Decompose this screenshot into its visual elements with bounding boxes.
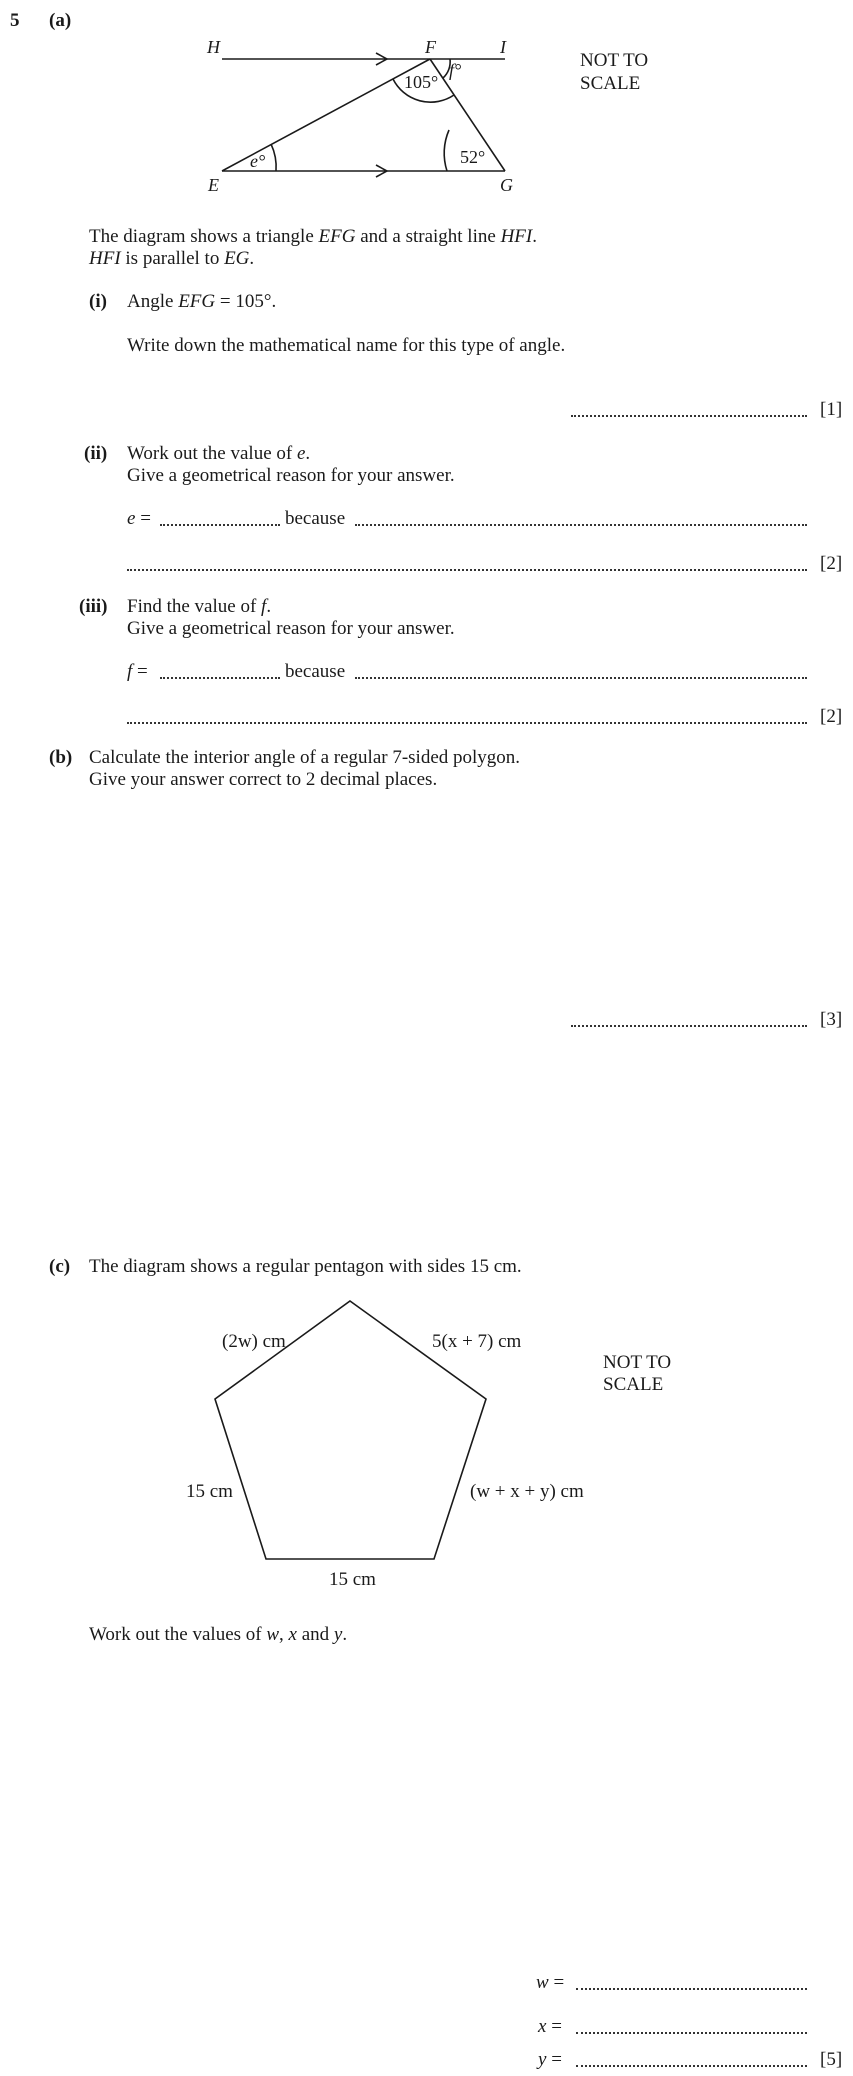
triangle-diagram [0,0,853,200]
part-a-iii-f-equals: f = [127,661,148,682]
label-side-right: (w + x + y) cm [470,1481,584,1502]
part-a-intro-1: The diagram shows a triangle EFG and a straight line HFI. [89,226,537,247]
label-point-i: I [500,37,506,57]
label-point-e: E [208,175,219,195]
part-a-iii-because: because [285,661,346,682]
not-to-scale-c-line1: NOT TO [603,1352,672,1373]
part-b-label: (b) [49,747,73,768]
not-to-scale-a-line1: NOT TO [580,50,649,71]
answer-line-a-i[interactable] [571,415,807,417]
part-c-label: (c) [49,1256,71,1277]
answer-line-x[interactable] [576,2032,807,2034]
part-a-i-label: (i) [89,291,107,312]
part-a-intro-2: HFI is parallel to EG. [89,248,255,269]
mark-a-iii: [2] [820,706,843,727]
answer-label-x: x = [538,2016,562,2037]
part-a-ii-because: because [285,508,346,529]
part-a-ii-label: (ii) [84,443,108,464]
answer-line-a-iii-reason-2[interactable] [127,722,807,724]
part-a-iii-line2: Give a geometrical reason for your answer. [127,618,455,639]
label-side-top-left: (2w) cm [222,1331,286,1352]
label-angle-e: e° [250,151,266,171]
mark-a-i: [1] [820,399,843,420]
answer-line-b[interactable] [571,1025,807,1027]
part-a-iii-line1: Find the value of f. [127,596,272,617]
label-side-top-right: 5(x + 7) cm [432,1331,522,1352]
part-a-i-line2: Write down the mathematical name for this type of angle. [127,335,566,356]
question-number: 5 [10,10,20,31]
answer-label-y: y = [538,2049,562,2070]
label-point-h: H [207,37,220,57]
label-angle-105: 105° [404,72,439,92]
label-point-f: F [425,37,436,57]
mark-c: [5] [820,2049,843,2070]
answer-line-a-ii-reason-1[interactable] [355,524,807,526]
answer-line-w[interactable] [576,1988,807,1990]
part-a-ii-e-equals: e = [127,508,151,529]
not-to-scale-c-line2: SCALE [603,1374,664,1395]
not-to-scale-a-line2: SCALE [580,73,641,94]
label-side-bottom: 15 cm [329,1569,376,1590]
part-c-intro: The diagram shows a regular pentagon with sides 15 cm. [89,1256,522,1277]
part-a-label: (a) [49,10,72,31]
label-angle-52: 52° [460,147,486,167]
answer-line-y[interactable] [576,2065,807,2067]
part-b-line1: Calculate the interior angle of a regular 7-sided polygon. [89,747,521,768]
answer-line-a-ii-value[interactable] [160,524,280,526]
part-c-instruction: Work out the values of w, x and y. [89,1624,348,1645]
part-b-line2: Give your answer correct to 2 decimal places. [89,769,438,790]
mark-b: [3] [820,1009,843,1030]
pentagon-diagram [0,1290,853,1590]
label-point-g: G [500,175,513,195]
answer-label-w: w = [536,1972,565,1993]
answer-line-a-iii-value[interactable] [160,677,280,679]
label-side-left: 15 cm [186,1481,233,1502]
part-a-i-line1: Angle EFG = 105°. [127,291,277,312]
answer-line-a-ii-reason-2[interactable] [127,569,807,571]
part-a-ii-line2: Give a geometrical reason for your answer. [127,465,455,486]
label-angle-f: f° [449,60,462,80]
answer-line-a-iii-reason-1[interactable] [355,677,807,679]
mark-a-ii: [2] [820,553,843,574]
part-a-iii-label: (iii) [79,596,108,617]
part-a-ii-line1: Work out the value of e. [127,443,311,464]
